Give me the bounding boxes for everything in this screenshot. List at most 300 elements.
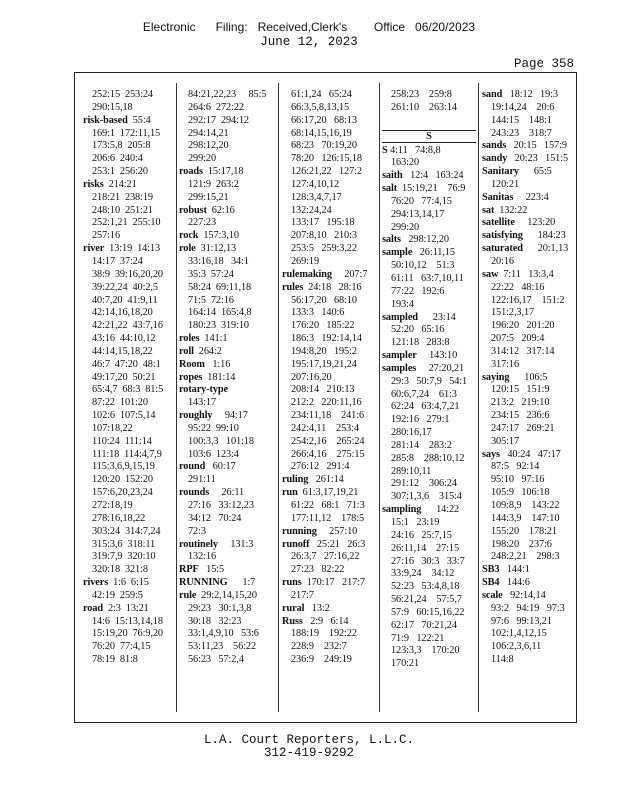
index-ref-line — [83, 372, 175, 385]
index-term: RPF — [179, 564, 199, 576]
index-term: sands — [482, 140, 507, 152]
page-line-refs: 29:2,14,15,20 — [196, 589, 257, 601]
index-term: saying — [482, 371, 510, 383]
page-line-refs: 102:6 107:5,14 — [92, 410, 156, 422]
index-term: Room — [179, 358, 205, 370]
page-line-refs: 261:14 — [308, 474, 344, 486]
page-line-refs: 58:24 69:11,18 — [188, 281, 252, 293]
page-line-refs: 294:13,14,17 — [391, 208, 445, 220]
index-term-line — [179, 384, 276, 397]
index-ref-line — [482, 128, 575, 141]
page-line-refs: 208:14 210:13 — [291, 384, 355, 396]
reporter-name: L.A. Court Reporters, L.L.C. — [203, 733, 415, 747]
index-column-3 — [282, 89, 378, 714]
index-ref-line — [382, 607, 476, 620]
page-line-refs: 132:24,24 — [291, 204, 332, 216]
index-term: running — [282, 525, 317, 537]
page-line-refs: 106:5 — [509, 371, 548, 383]
index-ref-line — [382, 427, 476, 440]
index-term: salts — [382, 234, 401, 246]
index-ref-line — [282, 410, 378, 423]
index-ref-line — [179, 449, 276, 462]
index-ref-line — [179, 269, 276, 282]
page-line-refs: 253:5 259:3,22 — [291, 243, 357, 255]
page-line-refs: 120:20 152:20 — [92, 474, 153, 486]
index-ref-line — [482, 526, 575, 539]
index-ref-line — [482, 423, 575, 436]
page-number: Page 358 — [513, 57, 574, 71]
index-ref-line — [83, 590, 175, 603]
index-ref-line — [282, 140, 378, 153]
index-ref-line — [179, 217, 276, 230]
index-term-line — [482, 243, 575, 256]
page-line-refs: 289:10,11 — [391, 465, 432, 477]
index-term: salt — [382, 183, 398, 195]
page-line-refs: 227:23 — [188, 217, 217, 229]
page-line-refs: 4:11 74:8,8 — [387, 144, 441, 156]
page-line-refs: 248:2,21 298:3 — [491, 551, 560, 563]
page-line-refs: 62:16 — [206, 204, 235, 216]
index-term-line — [179, 577, 276, 590]
page-line-refs: 103:6 123:4 — [188, 448, 239, 460]
index-term-line — [382, 183, 476, 196]
index-ref-line — [83, 282, 175, 295]
page-line-refs: 100:3,3 101:18 — [188, 435, 254, 447]
page-line-refs: 176:20 185:22 — [291, 320, 355, 332]
page-line-refs: 269:19 — [291, 255, 320, 267]
index-ref-line — [282, 256, 378, 269]
page-line-refs: 26:11 — [209, 487, 245, 499]
page-line-refs: 60:17 — [205, 461, 236, 473]
index-ref-line — [83, 513, 175, 526]
index-ref-line — [482, 256, 575, 269]
page-line-refs: 65:4,7 68:3 81:5 — [92, 384, 164, 396]
index-ref-line — [179, 513, 276, 526]
index-ref-line — [382, 633, 476, 646]
page-line-refs: 228:9 232:7 — [291, 641, 347, 653]
index-term: RUNNING — [179, 577, 228, 589]
page-line-refs: 39:22,24 40:2,5 — [92, 281, 158, 293]
index-term: satisfying — [482, 230, 523, 242]
index-ref-line — [179, 603, 276, 616]
index-term-line — [382, 234, 476, 247]
page-line-refs: 33:1,4,9,10 53:6 — [188, 628, 259, 640]
page-line-refs: 31:12,13 — [195, 243, 237, 255]
page-line-refs: 315:3,6 318:11 — [92, 538, 156, 550]
page-line-refs: 143:10 — [416, 350, 458, 362]
page-line-refs: 122:16,17 151:2 — [491, 294, 565, 306]
page-line-refs: 65:5 — [518, 166, 552, 178]
page-line-refs: 298:12,20 — [188, 140, 229, 152]
index-ref-line — [482, 282, 575, 295]
index-ref-line — [282, 295, 378, 308]
index-term-line — [482, 89, 575, 102]
index-ref-line — [282, 564, 378, 577]
index-term-line — [179, 410, 276, 423]
page-line-refs: 114:8 — [491, 654, 514, 666]
page-line-refs: 72:3 — [188, 525, 206, 537]
page-line-refs: 50:10,12 51:3 — [391, 260, 455, 272]
index-ref-line — [83, 423, 175, 436]
page-line-refs: 15:17,18 — [202, 166, 244, 178]
page-line-refs: 193:4 — [391, 298, 414, 310]
page-line-refs: 53:11,23 56:22 — [188, 641, 256, 653]
index-ref-line — [282, 205, 378, 218]
index-ref-line — [482, 115, 575, 128]
index-ref-line — [179, 115, 276, 128]
page-line-refs: 143:17 — [188, 397, 217, 409]
section-letter-header: S — [382, 130, 476, 143]
page-line-refs: 38:9 39:16,20,20 — [92, 268, 163, 280]
index-term: roles — [179, 333, 200, 345]
index-ref-line — [282, 641, 378, 654]
index-term: sampler — [382, 350, 417, 362]
page-line-refs: 56:21,24 57:5,7 — [391, 594, 462, 606]
index-ref-line — [382, 286, 476, 299]
page-line-refs: 29:3 50:7,9 54:1 — [391, 375, 468, 387]
index-term: saith — [382, 170, 403, 182]
index-term: Sanitas — [482, 191, 514, 203]
page-line-refs: 181:14 — [202, 371, 236, 383]
index-ref-line — [179, 397, 276, 410]
page-line-refs: 102:1,4,12,15 — [491, 628, 547, 640]
index-term-line — [179, 166, 276, 179]
index-ref-line — [282, 230, 378, 243]
page-line-refs: 35:3 57:24 — [188, 268, 234, 280]
index-term-line — [482, 192, 575, 205]
page-line-refs: 15:19,21 76:9 — [397, 183, 466, 195]
page-line-refs: 87:22 101:20 — [92, 397, 148, 409]
index-ref-line — [83, 205, 175, 218]
index-term: rock — [179, 230, 199, 242]
index-term: rotary-type — [179, 384, 229, 396]
index-ref-line — [179, 179, 276, 192]
index-term: run — [282, 487, 298, 499]
index-term: Sanitary — [482, 166, 519, 178]
page-line-refs: 25:21 26:3 — [309, 538, 366, 550]
index-term-line — [83, 115, 175, 128]
page-line-refs: 131:3 — [217, 538, 254, 550]
index-ref-line — [179, 153, 276, 166]
page-line-refs: 121:9 263:2 — [188, 178, 239, 190]
page-line-refs: 121:18 283:8 — [391, 337, 450, 349]
index-term: Russ — [282, 615, 303, 627]
page-line-refs: 144:3,9 147:10 — [491, 512, 560, 524]
page-line-refs: 2:3 13:21 — [103, 602, 149, 614]
index-term: rulemaking — [282, 268, 332, 280]
index-term: sat — [482, 204, 495, 216]
index-ref-line — [179, 628, 276, 641]
page-line-refs: 294:14,21 — [188, 127, 229, 139]
page-line-refs: 234:15 236:6 — [491, 410, 550, 422]
page-line-refs: 93:2 94:19 97:3 — [491, 602, 565, 614]
page-line-refs: 163:20 — [391, 157, 420, 169]
page-line-refs: 195:17,19,21,24 — [291, 358, 357, 370]
page-line-refs: 188:19 192:22 — [291, 628, 357, 640]
page-line-refs: 7:11 13:3,4 — [498, 268, 554, 280]
index-column-4 — [382, 89, 476, 714]
page-line-refs: 141:1 — [199, 333, 228, 345]
page-line-refs: 1:16 — [204, 358, 231, 370]
page-line-refs: 307:1,3,6 315:4 — [391, 491, 462, 503]
index-ref-line — [382, 658, 476, 671]
page-line-refs: 24:18 28:16 — [303, 281, 362, 293]
index-term-line — [282, 487, 378, 500]
page-line-refs: 298:12,20 — [400, 234, 449, 246]
page-line-refs: 186:3 192:14,14 — [291, 333, 362, 345]
index-ref-line — [382, 209, 476, 222]
page-line-refs: 15:19,20 76:9,20 — [92, 628, 163, 640]
index-ref-line — [83, 153, 175, 166]
index-ref-line — [382, 102, 476, 115]
index-ref-line — [482, 603, 575, 616]
index-ref-line — [282, 128, 378, 141]
page-line-refs: 319:7,9 320:10 — [92, 551, 156, 563]
index-term: rivers — [83, 577, 109, 589]
page-line-refs: 15:1 23:19 — [391, 517, 440, 528]
index-ref-line — [282, 153, 378, 166]
index-ref-line — [179, 307, 276, 320]
index-ref-line — [282, 320, 378, 333]
index-ref-line — [482, 102, 575, 115]
page-line-refs: 49:17,20 50:21 — [92, 371, 156, 383]
index-ref-line — [282, 346, 378, 359]
word-index-frame — [74, 72, 577, 723]
page-line-refs: 264:6 272:22 — [188, 101, 244, 113]
index-ref-line — [179, 295, 276, 308]
index-ref-line — [179, 256, 276, 269]
page-line-refs: 254:2,16 265:24 — [291, 435, 365, 447]
index-term: roll — [179, 345, 194, 357]
index-ref-line — [179, 641, 276, 654]
index-term-line — [382, 247, 476, 260]
page-line-refs: 71:9 122:21 — [391, 632, 445, 644]
index-ref-line — [179, 551, 276, 564]
page-line-refs: 97:6 99:13,21 — [491, 615, 552, 627]
index-term: ruling — [282, 474, 309, 486]
page-line-refs: 213:2 219:10 — [491, 397, 550, 409]
index-ref-line — [382, 260, 476, 273]
index-term-line — [83, 243, 175, 256]
index-ref-line — [382, 478, 476, 491]
index-term-line — [179, 564, 276, 577]
page-line-refs: 40:7,20 41:9,11 — [92, 294, 158, 306]
index-ref-line — [382, 581, 476, 594]
page-line-refs: 206:6 240:4 — [92, 153, 143, 165]
page-line-refs: 299:20 — [391, 221, 420, 233]
index-column-2 — [179, 89, 276, 714]
index-ref-line — [83, 269, 175, 282]
page-line-refs: 177:11,12 178:5 — [291, 512, 365, 524]
page-line-refs: 192:16 279:1 — [391, 414, 450, 426]
column-divider — [176, 83, 177, 712]
page-line-refs: 291:11 — [188, 474, 216, 486]
index-term-line — [179, 539, 276, 552]
page-line-refs: 317:16 — [491, 358, 520, 370]
index-term-line — [282, 526, 378, 539]
index-term-line — [382, 350, 476, 363]
index-ref-line — [382, 466, 476, 479]
column-divider — [478, 83, 479, 712]
index-ref-line — [282, 372, 378, 385]
filing-stamp: Electronic Filing: Received,Clerk's Office 06/20/2023 — [142, 20, 476, 34]
index-term: sample — [382, 247, 413, 259]
index-ref-line — [482, 628, 575, 641]
page-line-refs: 120:21 — [491, 178, 520, 190]
index-ref-line — [179, 128, 276, 141]
page-line-refs: 285:8 288:10,12 — [391, 452, 465, 464]
page-line-refs: 13:19 14:13 — [104, 243, 161, 255]
page-line-refs: 13:2 — [304, 602, 330, 614]
index-ref-line — [83, 384, 175, 397]
index-term: roughly — [179, 410, 213, 422]
page-line-refs: 198:20 237:6 — [491, 538, 552, 550]
index-term: river — [83, 243, 105, 255]
index-ref-line — [83, 551, 175, 564]
page-line-refs: 43:16 44:10,12 — [92, 333, 156, 345]
page-line-refs: 132:16 — [188, 551, 217, 563]
index-ref-line — [282, 654, 378, 667]
index-term-line — [179, 333, 276, 346]
index-term-line — [179, 372, 276, 385]
page-line-refs: 22:22 48:16 — [491, 281, 545, 293]
page-line-refs: 248:10 251:21 — [92, 204, 153, 216]
index-ref-line — [482, 295, 575, 308]
index-ref-line — [83, 333, 175, 346]
page-line-refs: 33:9,24 34:12 — [391, 568, 455, 580]
index-ref-line — [282, 384, 378, 397]
index-ref-line — [282, 179, 378, 192]
index-term-line — [282, 282, 378, 295]
page-line-refs: 120:15 151:9 — [491, 384, 550, 396]
page-line-refs: 314:12 317:14 — [491, 345, 555, 357]
page-line-refs: 144:1 — [499, 564, 530, 576]
index-ref-line — [83, 128, 175, 141]
index-term-line — [382, 363, 476, 376]
index-ref-line — [282, 192, 378, 205]
page-line-refs: 27:16 30:3 33:7 — [391, 555, 465, 567]
index-ref-line — [382, 645, 476, 658]
document-date: June 12, 2023 — [260, 35, 358, 49]
page-line-refs: 95:10 97:16 — [491, 474, 545, 486]
reporter-phone: 312-419-9292 — [263, 746, 354, 760]
page-line-refs: 164:14 165:4,8 — [188, 307, 252, 319]
index-term-line — [482, 140, 575, 153]
index-ref-line — [382, 440, 476, 453]
index-ref-line — [282, 89, 378, 102]
page-line-refs: 207:5 209:4 — [491, 333, 545, 345]
index-ref-line — [179, 616, 276, 629]
page-line-refs: 24:16 25:7,15 — [391, 529, 452, 541]
page-line-refs: 27:16 33:12,23 — [188, 500, 254, 511]
index-ref-line — [482, 307, 575, 320]
page-line-refs: 56:17,20 68:10 — [291, 294, 357, 306]
index-ref-line — [282, 461, 378, 474]
index-ref-line — [83, 346, 175, 359]
index-ref-line — [179, 436, 276, 449]
index-ref-line — [179, 423, 276, 436]
index-ref-line — [382, 115, 476, 128]
page-line-refs: 109:8,9 143:22 — [491, 500, 560, 511]
column-divider — [278, 83, 279, 712]
index-ref-line — [83, 192, 175, 205]
index-ref-line — [282, 436, 378, 449]
page-line-refs: 62:17 70:21,24 — [391, 619, 457, 631]
page-line-refs: 66:17,20 68:13 — [291, 114, 357, 126]
page-line-refs: 132:22 — [494, 204, 528, 216]
index-ref-line — [382, 324, 476, 337]
index-ref-line — [482, 436, 575, 449]
index-ref-line — [482, 397, 575, 410]
page-line-refs: 27:20,21 — [416, 362, 465, 374]
page-line-refs: 299:20 — [188, 153, 217, 165]
index-ref-line — [382, 568, 476, 581]
index-ref-line — [282, 628, 378, 641]
index-term-line — [83, 577, 175, 590]
page-line-refs: 258:23 259:8 — [391, 89, 452, 100]
index-ref-line — [83, 410, 175, 423]
index-term-line — [83, 603, 175, 616]
index-ref-line — [83, 500, 175, 513]
page-line-refs: 299:15,21 — [188, 191, 229, 203]
index-ref-line — [382, 453, 476, 466]
page-line-refs: 264:2 — [193, 345, 222, 357]
page-line-refs: 68:23 70:19,20 — [291, 140, 357, 152]
index-ref-line — [83, 654, 175, 667]
index-ref-line — [482, 487, 575, 500]
index-term: sampled — [382, 311, 418, 323]
index-ref-line — [83, 102, 175, 115]
page-line-refs: 218:21 238:19 — [92, 191, 153, 203]
page-line-refs: 126:21,22 127:2 — [291, 166, 362, 178]
index-term-line — [179, 590, 276, 603]
page-line-refs: 157:6,20,23,24 — [92, 487, 153, 499]
index-ref-line — [482, 384, 575, 397]
index-term: ropes — [179, 371, 203, 383]
index-ref-line — [179, 500, 276, 513]
index-term-line — [282, 269, 378, 282]
index-ref-line — [382, 157, 476, 170]
page-line-refs: 77:22 192:6 — [391, 285, 445, 297]
index-term-line — [179, 230, 276, 243]
index-ref-line — [482, 654, 575, 667]
page-line-refs: 61:1,24 65:24 — [291, 89, 352, 100]
index-ref-line — [382, 273, 476, 286]
index-ref-line — [179, 140, 276, 153]
index-ref-line — [382, 376, 476, 389]
page-line-refs: 170:21 — [391, 658, 420, 670]
page-line-refs: 281:14 283:2 — [391, 439, 452, 451]
index-term: rounds — [179, 487, 210, 499]
page-line-refs: 14:17 37:24 — [92, 255, 143, 267]
page-line-refs: 2:9 6:14 — [302, 615, 349, 627]
index-ref-line — [382, 530, 476, 543]
page-line-refs: 15:5 — [198, 564, 225, 576]
index-ref-line — [382, 389, 476, 402]
index-term: SB3 — [482, 564, 500, 576]
index-ref-line — [282, 102, 378, 115]
index-term: S — [382, 144, 388, 156]
index-term-line — [482, 590, 575, 603]
index-ref-line — [482, 539, 575, 552]
page-line-refs: 20:15 157:9 — [506, 140, 567, 152]
page-line-refs: 236:9 249:19 — [291, 654, 352, 666]
index-ref-line — [83, 256, 175, 269]
index-term-line — [482, 166, 575, 179]
page-line-refs: 30:18 32:23 — [188, 615, 242, 627]
page-line-refs: 207:16,20 — [291, 371, 332, 383]
index-ref-line — [179, 282, 276, 295]
